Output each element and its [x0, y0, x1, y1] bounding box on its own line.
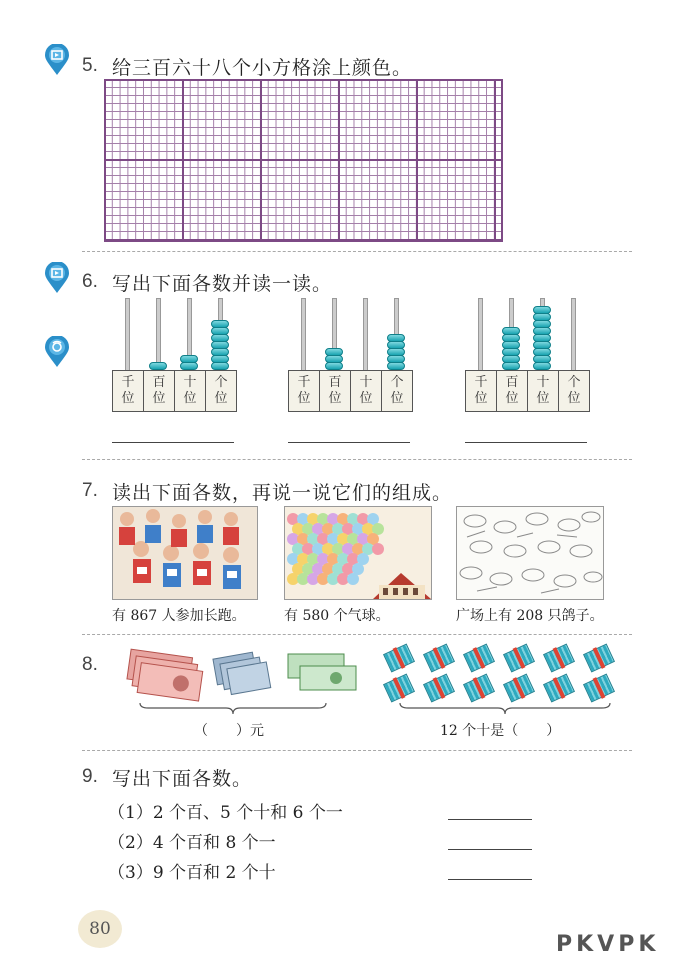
abacus-bead	[211, 334, 229, 342]
place-value-cell	[113, 371, 144, 411]
abacus-bead	[211, 341, 229, 349]
stick-bundle	[503, 673, 535, 702]
abacus-bead	[211, 320, 229, 328]
place-value-char: 千	[297, 375, 311, 390]
place-value-cell	[289, 371, 320, 411]
stick-bundle	[423, 643, 455, 672]
question-number: 7.	[82, 480, 98, 501]
abacus-rod	[301, 298, 306, 372]
place-value-cell	[351, 371, 382, 411]
abacus-bead	[387, 355, 405, 363]
divider	[82, 251, 632, 252]
watermark: PKVPK	[556, 932, 660, 957]
place-value-char: 个	[214, 375, 228, 390]
place-value-char: 十	[359, 375, 373, 390]
place-value-labels	[465, 370, 590, 412]
stick-bundle	[543, 643, 575, 672]
place-value-char: 位	[505, 391, 519, 406]
abacus-bead	[180, 362, 198, 370]
abacus-bead	[533, 355, 551, 363]
place-value-cell	[466, 371, 497, 411]
place-value-cell	[206, 371, 236, 411]
divider	[82, 459, 632, 460]
question-text: 读出下面各数，再说一说它们的组成。	[112, 482, 453, 504]
stick-bundle	[463, 643, 495, 672]
audio-pin-icon[interactable]	[44, 336, 70, 368]
abacus-bead	[325, 348, 343, 356]
place-value-char: 位	[390, 391, 404, 406]
brace	[398, 700, 612, 719]
question-text: 给三百六十八个小方格涂上颜色。	[112, 57, 413, 79]
abacus-bead	[211, 355, 229, 363]
divider	[82, 750, 632, 751]
question-number: 6.	[82, 271, 98, 292]
abacus-bead	[502, 334, 520, 342]
place-value-char: 位	[152, 391, 166, 406]
caption: 有 580 个气球。	[284, 608, 390, 624]
abacus-bead	[502, 355, 520, 363]
question-text: 写出下面各数并读一读。	[112, 273, 333, 295]
place-value-char: 百	[505, 375, 519, 390]
caption: 有 867 人参加长跑。	[112, 608, 246, 624]
abacus-bead	[387, 348, 405, 356]
place-value-char: 位	[474, 391, 488, 406]
stick-bundle	[423, 673, 455, 702]
place-value-char: 位	[359, 391, 373, 406]
place-value-char: 位	[567, 391, 581, 406]
money-answer[interactable]: （ ）元	[194, 723, 264, 739]
stick-bundle	[543, 673, 575, 702]
place-value-cell	[175, 371, 206, 411]
place-value-char: 位	[121, 391, 135, 406]
place-value-char: 位	[297, 391, 311, 406]
abacus-bead	[533, 327, 551, 335]
sub-question: （1）2 个百、5 个十和 6 个一	[108, 803, 343, 823]
abacus	[465, 298, 585, 448]
coloring-grid[interactable]	[104, 79, 503, 242]
abacus-bead	[533, 348, 551, 356]
abacus-bead	[533, 320, 551, 328]
pigeons-illustration	[456, 506, 604, 600]
question-number: 5.	[82, 55, 98, 76]
abacus-bead	[180, 355, 198, 363]
abacus-bead	[533, 362, 551, 370]
answer-line[interactable]	[112, 442, 234, 443]
balloon	[347, 573, 359, 585]
abacus-rod	[478, 298, 483, 372]
place-value-char: 千	[474, 375, 488, 390]
abacus-bead	[533, 306, 551, 314]
abacus-rod	[363, 298, 368, 372]
balloons-illustration	[284, 506, 432, 600]
place-value-cell	[559, 371, 589, 411]
stick-bundle	[583, 673, 615, 702]
abacus-bead	[387, 334, 405, 342]
answer-line[interactable]	[465, 442, 587, 443]
sub-question: （2）4 个百和 8 个一	[108, 833, 276, 853]
abacus-bead	[325, 362, 343, 370]
abacus-bead	[211, 327, 229, 335]
stick-bundle	[463, 673, 495, 702]
abacus-bead	[149, 362, 167, 370]
answer-line[interactable]	[448, 819, 532, 820]
balloon	[372, 543, 384, 555]
place-value-cell	[497, 371, 528, 411]
abacus-bead	[502, 348, 520, 356]
abacus	[112, 298, 232, 448]
abacus-bead	[502, 327, 520, 335]
abacus-bead	[211, 362, 229, 370]
place-value-cell	[144, 371, 175, 411]
place-value-char: 千	[121, 375, 135, 390]
place-value-char: 十	[183, 375, 197, 390]
runners-illustration	[112, 506, 258, 600]
brace	[138, 700, 328, 719]
place-value-labels	[112, 370, 237, 412]
stick-bundle	[503, 643, 535, 672]
divider	[82, 634, 632, 635]
stick-bundle	[383, 643, 415, 672]
abacus-bead	[533, 334, 551, 342]
page-number: 80	[78, 910, 122, 948]
sub-question: （3）9 个百和 2 个十	[108, 863, 276, 883]
place-value-cell	[320, 371, 351, 411]
abacus	[288, 298, 408, 448]
abacus-bead	[387, 341, 405, 349]
video-pin-icon[interactable]	[44, 44, 70, 76]
place-value-char: 位	[328, 391, 342, 406]
question-number: 8.	[82, 654, 98, 675]
place-value-char: 十	[536, 375, 550, 390]
abacus-bead	[533, 341, 551, 349]
abacus-rod	[156, 298, 161, 372]
answer-line[interactable]	[448, 849, 532, 850]
stick-bundles	[376, 640, 626, 700]
place-value-char: 个	[567, 375, 581, 390]
answer-line[interactable]	[448, 879, 532, 880]
place-value-char: 位	[214, 391, 228, 406]
place-value-cell	[528, 371, 559, 411]
abacus-bead	[211, 348, 229, 356]
place-value-char: 百	[152, 375, 166, 390]
banknotes-illustration	[124, 646, 364, 702]
answer-line[interactable]	[288, 442, 410, 443]
abacus-rod	[125, 298, 130, 372]
stick-bundle	[383, 673, 415, 702]
sticks-answer[interactable]: 12 个十是（ ）	[440, 723, 561, 739]
place-value-char: 百	[328, 375, 342, 390]
abacus-bead	[502, 341, 520, 349]
abacus-rod	[571, 298, 576, 372]
place-value-char: 位	[183, 391, 197, 406]
question-number: 9.	[82, 766, 98, 787]
place-value-char: 位	[536, 391, 550, 406]
question-text: 写出下面各数。	[112, 768, 253, 790]
caption: 广场上有 208 只鸽子。	[456, 608, 604, 624]
abacus-bead	[502, 362, 520, 370]
stick-bundle	[583, 643, 615, 672]
abacus-bead	[533, 313, 551, 321]
place-value-cell	[382, 371, 412, 411]
place-value-char: 个	[390, 375, 404, 390]
abacus-bead	[387, 362, 405, 370]
video-pin-icon[interactable]	[44, 262, 70, 294]
abacus-bead	[325, 355, 343, 363]
place-value-labels	[288, 370, 413, 412]
